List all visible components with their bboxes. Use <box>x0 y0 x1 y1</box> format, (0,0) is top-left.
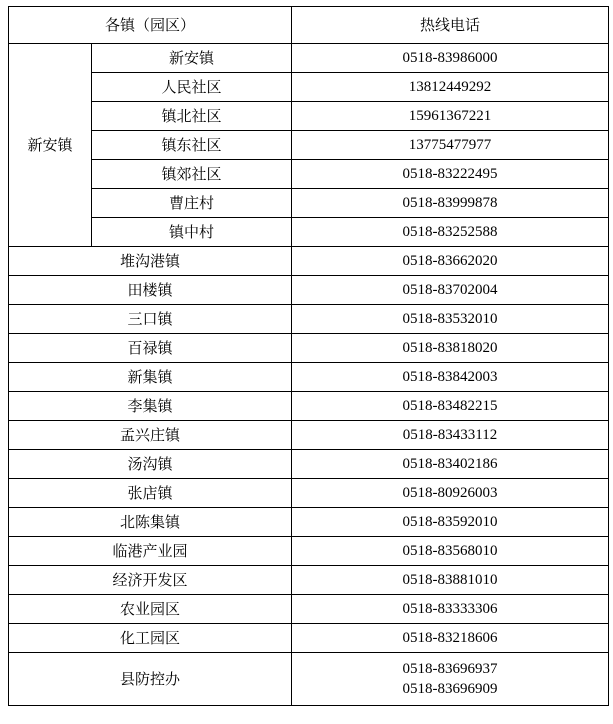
sub-area-name: 新安镇 <box>92 44 292 73</box>
area-name: 农业园区 <box>9 595 292 624</box>
group-row <box>9 73 609 102</box>
area-name: 北陈集镇 <box>9 508 292 537</box>
area-name: 田楼镇 <box>9 276 292 305</box>
table-row-control-office <box>9 653 609 706</box>
header-area: 各镇（园区） <box>9 7 292 44</box>
table-row <box>9 537 609 566</box>
area-name: 经济开发区 <box>9 566 292 595</box>
phone-number: 13775477977 <box>292 131 609 160</box>
area-name: 县防控办 <box>9 653 292 706</box>
phone-number: 0518-83222495 <box>292 160 609 189</box>
table-row <box>9 392 609 421</box>
phone-number: 0518-83482215 <box>292 392 609 421</box>
phone-number: 0518-83999878 <box>292 189 609 218</box>
table-row <box>9 624 609 653</box>
phone-number: 0518-83881010 <box>292 566 609 595</box>
phone-number: 0518-83696937 <box>402 661 498 677</box>
area-name: 新集镇 <box>9 363 292 392</box>
table-row <box>9 595 609 624</box>
phone-number: 0518-83702004 <box>292 276 609 305</box>
phone-number: 0518-80926003 <box>292 479 609 508</box>
phone-number: 0518-83818020 <box>292 334 609 363</box>
area-name: 汤沟镇 <box>9 450 292 479</box>
sub-area-name: 人民社区 <box>92 73 292 102</box>
table-row <box>9 276 609 305</box>
area-name: 三口镇 <box>9 305 292 334</box>
area-name: 化工园区 <box>9 624 292 653</box>
hotline-table <box>8 6 609 706</box>
table-row <box>9 450 609 479</box>
phone-number: 0518-83986000 <box>292 44 609 73</box>
phone-number: 0518-83218606 <box>292 624 609 653</box>
area-name: 张店镇 <box>9 479 292 508</box>
phone-number: 0518-83842003 <box>292 363 609 392</box>
phone-number: 0518-83568010 <box>292 537 609 566</box>
group-row <box>9 189 609 218</box>
group-row <box>9 102 609 131</box>
phone-number: 0518-83592010 <box>292 508 609 537</box>
header-row <box>9 7 609 44</box>
phone-number: 0518-83433112 <box>292 421 609 450</box>
sub-area-name: 镇郊社区 <box>92 160 292 189</box>
sub-area-name: 曹庄村 <box>92 189 292 218</box>
group-row <box>9 44 609 73</box>
sub-area-name: 镇东社区 <box>92 131 292 160</box>
phone-number: 15961367221 <box>292 102 609 131</box>
area-name: 孟兴庄镇 <box>9 421 292 450</box>
table-row <box>9 334 609 363</box>
header-hotline: 热线电话 <box>292 7 609 44</box>
table-row <box>9 247 609 276</box>
table-row <box>9 305 609 334</box>
table-row <box>9 566 609 595</box>
group-name: 新安镇 <box>9 44 92 247</box>
phone-numbers <box>292 653 609 706</box>
table-row <box>9 363 609 392</box>
phone-number: 0518-83402186 <box>292 450 609 479</box>
group-row <box>9 160 609 189</box>
phone-number: 0518-83532010 <box>292 305 609 334</box>
area-name: 百禄镇 <box>9 334 292 363</box>
phone-number: 0518-83696909 <box>402 681 498 697</box>
phone-number: 0518-83333306 <box>292 595 609 624</box>
phone-number: 13812449292 <box>292 73 609 102</box>
group-row <box>9 131 609 160</box>
area-name: 堆沟港镇 <box>9 247 292 276</box>
table-row <box>9 421 609 450</box>
sub-area-name: 镇中村 <box>92 218 292 247</box>
table-row <box>9 479 609 508</box>
area-name: 李集镇 <box>9 392 292 421</box>
sub-area-name: 镇北社区 <box>92 102 292 131</box>
phone-number: 0518-83252588 <box>292 218 609 247</box>
area-name: 临港产业园 <box>9 537 292 566</box>
table-row <box>9 508 609 537</box>
phone-number: 0518-83662020 <box>292 247 609 276</box>
group-row <box>9 218 609 247</box>
